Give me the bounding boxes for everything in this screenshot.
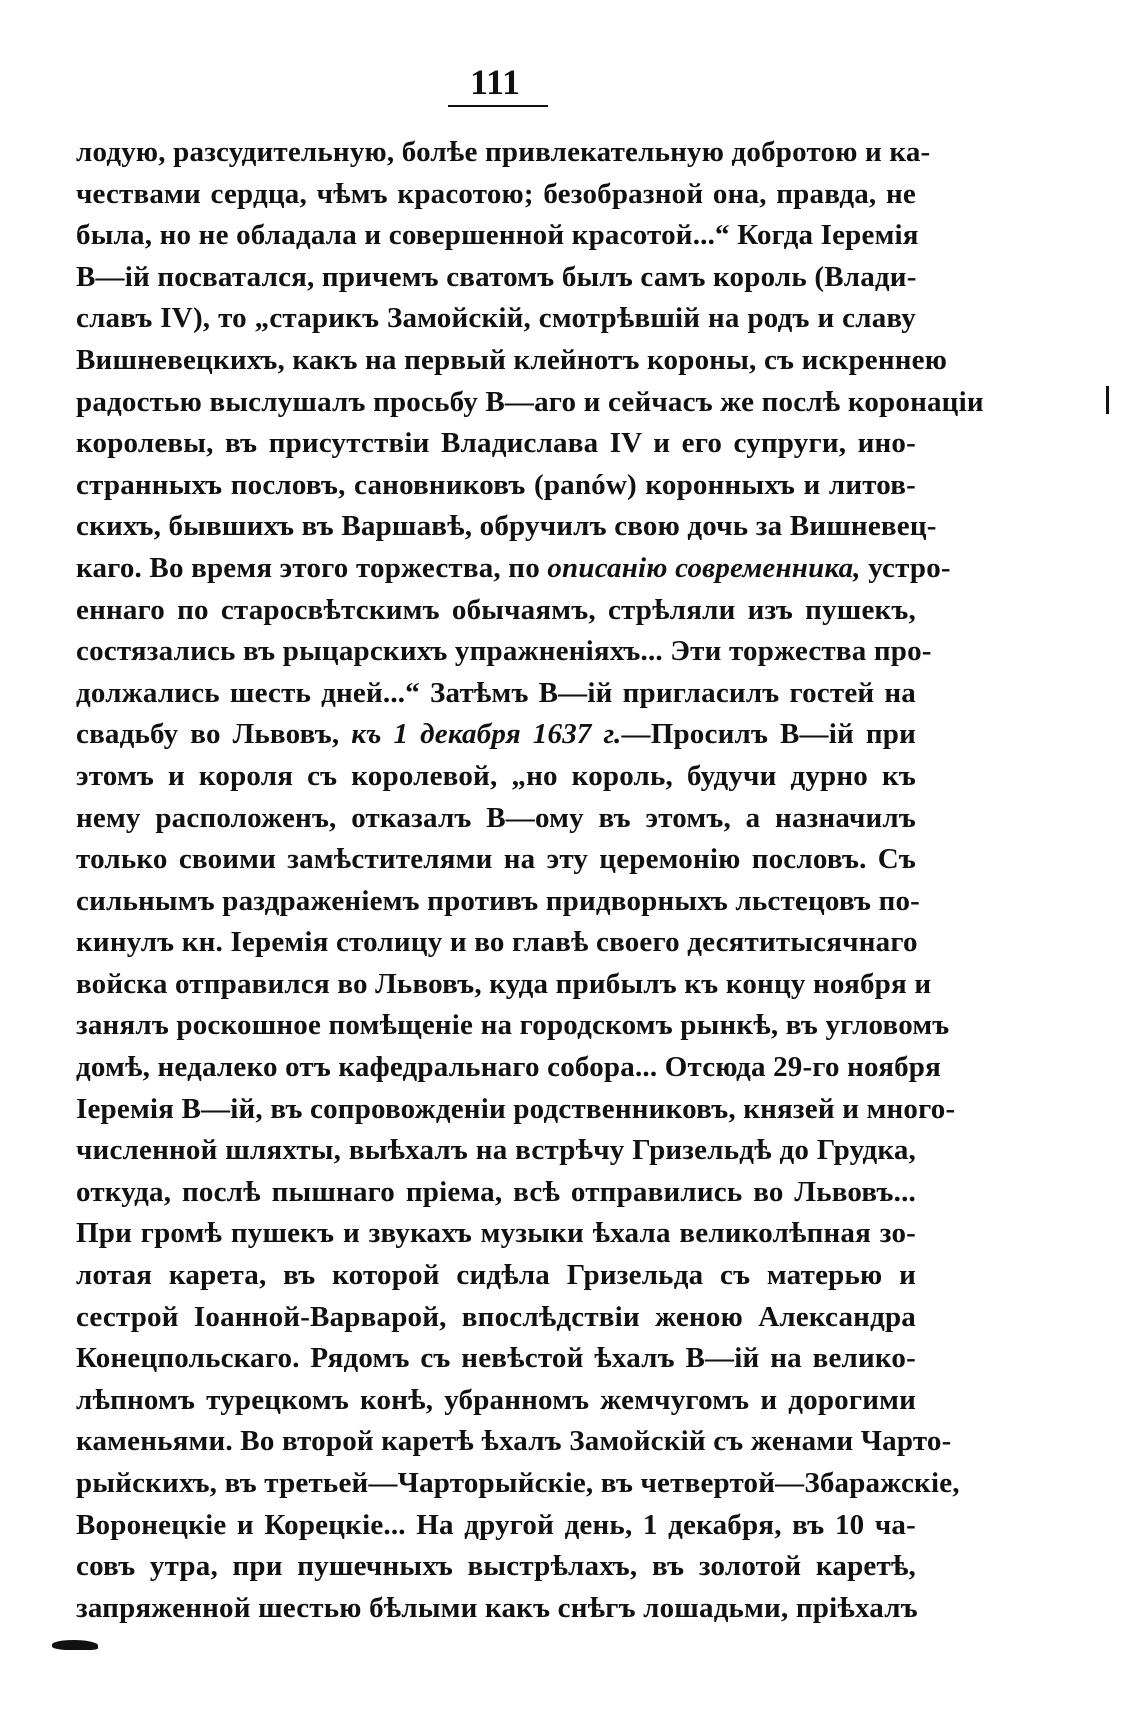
text-line: радостью выслушалъ просьбу В—аго и сейчасъ же послѣ коронаціи [76,385,984,418]
text-line: славъ IV), то „старикъ Замойскій, смотрѣвшій на родъ и славу [76,302,916,335]
page-number: 111 [469,62,521,102]
text-line: рыйскихъ, въ третьей—Чарторыйскіе, въ четвертой—Збаражскіе, [76,1467,960,1499]
text-line: лѣпномъ турецкомъ конѣ, убранномъ жемчугомъ и дорогими [76,1383,916,1416]
italic-segment: къ 1 декабря 1637 г. [351,718,622,751]
text-line: совъ утра, при пушечныхъ выстрѣлахъ, въ золотой каретѣ, [76,1550,916,1583]
ink-blot [52,1640,98,1650]
text-line: Конецпольскаго. Рядомъ съ невѣстой ѣхалъ В—ій на велико- [76,1342,916,1375]
text-line: войска отправился во Львовъ, куда прибылъ къ концу ноября и [76,967,932,1000]
text-line: Іеремія В—ій, въ сопровожденіи родственниковъ, князей и много- [76,1092,956,1125]
body-text [76,132,984,1629]
text-line: занялъ роскошное помѣщеніе на городскомъ рынкѣ, въ угловомъ [76,1009,950,1042]
margin-mark [1106,386,1109,414]
text-line: В—ій посватался, причемъ сватомъ былъ самъ король (Влади- [76,260,917,293]
text-line: каменьями. Во второй каретѣ ѣхалъ Замойскій съ женами Чарто- [76,1425,952,1458]
text-line: королевы, въ присутствіи Владислава IV и его супруги, ино- [76,427,916,460]
text-line: При громѣ пушекъ и звукахъ музыки ѣхала великолѣпная зо- [76,1217,916,1250]
text-segment: —Просилъ В—ій при [621,718,917,751]
text-line: нему расположенъ, отказалъ В—ому въ этомъ, а назначилъ [76,801,916,834]
text-line: только своими замѣстителями на эту церемонію пословъ. Съ [76,843,916,876]
text-line: сильнымъ раздраженіемъ противъ придворныхъ льстецовъ по- [76,884,921,917]
text-line: была, но не обладала и совершенной красотой...“ Когда Іеремія [76,219,919,252]
text-line: домѣ, недалеко отъ кафедральнаго собора... Отсюда 29-го ноября [76,1051,942,1084]
italic-segment: описанію современника, [547,551,861,584]
text-line: сестрой Іоанной-Варварой, впослѣдствіи женою Александра [76,1300,916,1333]
text-line: лотая карета, въ которой сидѣла Гризельда съ матерью и [76,1259,916,1292]
text-line [76,714,916,756]
text-line: Вишневецкихъ, какъ на первый клейнотъ короны, съ искреннею [76,343,948,376]
page-number-rule [448,105,548,107]
text-line: состязались въ рыцарскихъ упражненіяхъ... Эти торжества про- [76,635,932,668]
text-line: еннаго по старосвѣтскимъ обычаямъ, стрѣляли изъ пушекъ, [76,593,916,626]
text-line: Воронецкіе и Корецкіе... На другой день, 1 декабря, въ 10 ча- [76,1508,916,1541]
text-line: чествами сердца, чѣмъ красотою; безобразной она, правда, не [76,177,916,210]
text-line: скихъ, бывшихъ въ Варшавѣ, обручилъ свою дочь за Вишневец- [76,510,937,543]
text-segment: свадьбу во Львовъ, [76,718,352,751]
text-line: должались шесть дней...“ Затѣмъ В—ій пригласилъ гостей на [76,676,916,709]
text-line: численной шляхты, выѣхалъ на встрѣчу Гризельдѣ до Грудка, [76,1134,916,1167]
text-segment: устро- [860,551,951,584]
text-line: откуда, послѣ пышнаго пріема, всѣ отправились во Львовъ... [76,1175,916,1208]
text-line: этомъ и короля съ королевой, „но король, будучи дурно къ [76,759,916,792]
text-line: запряженной шестью бѣлыми какъ снѣгъ лошадьми, пріѣхалъ [76,1591,918,1624]
text-line: странныхъ пословъ, сановниковъ (panów) коронныхъ и литов- [76,468,916,501]
text-segment: каго. Во время этого торжества, по [76,551,548,584]
text-line: лодую, разсудительную, болѣе привлекательную добротою и ка- [76,136,931,168]
text-line: кинулъ кн. Іеремія столицу и во главѣ своего десятитысячнаго [76,926,918,959]
text-line [76,548,951,590]
